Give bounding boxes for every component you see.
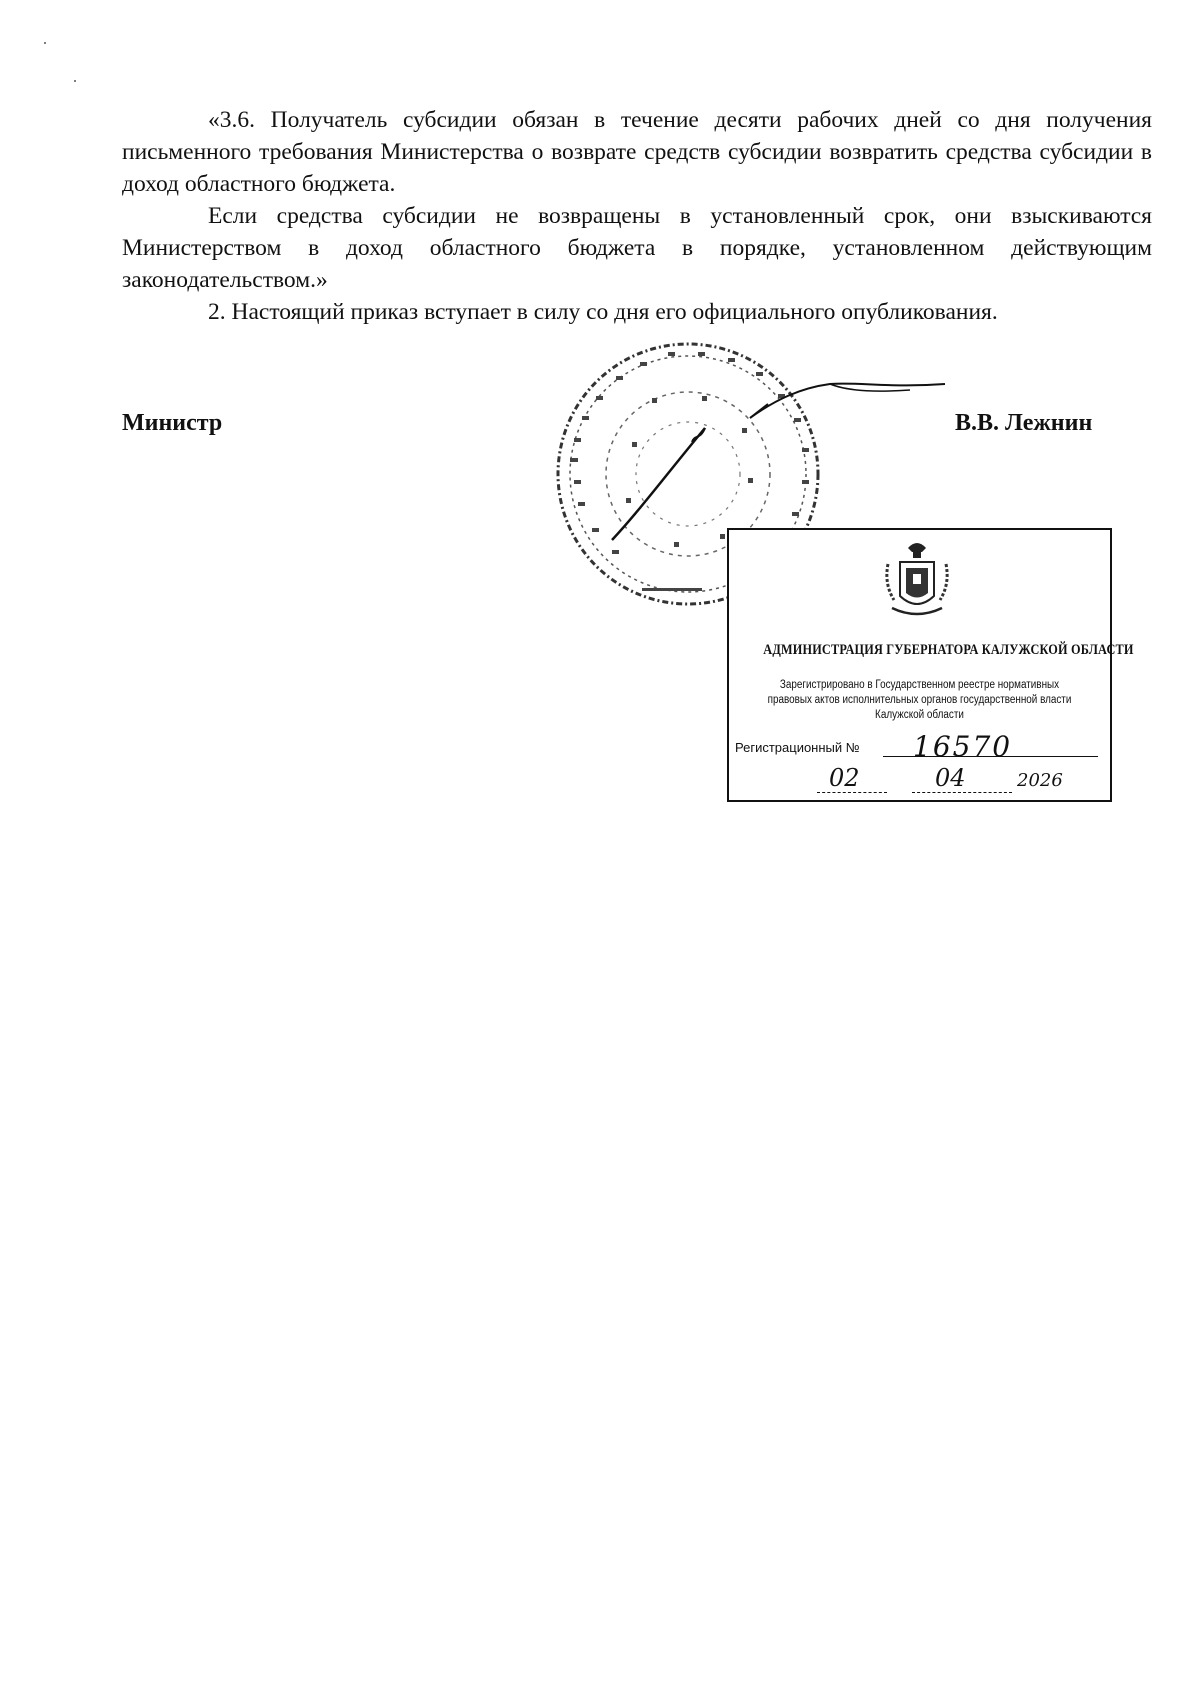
date-month-underline: [912, 792, 1012, 793]
reg-number-row: [735, 730, 1103, 763]
reg-date-year: 2026: [1017, 770, 1063, 791]
paragraph-recovery: Если средства субсидии не возвращены в установленный срок, они взыскиваются Министерством в доход областного бюджета в порядке, установленном действующим законодательством.»: [122, 203, 1152, 293]
paragraph-3-6: «3.6. Получатель субсидии обязан в течение десяти рабочих дней со дня получения письменного требования Министерства о возврате средств субсидии возвратить средства субсидии в доход областного бюджета.: [122, 107, 1152, 197]
stamp-organization: АДМИНИСТРАЦИЯ ГУБЕРНАТОРА КАЛУЖСКОЙ ОБЛАСТИ: [763, 642, 1134, 658]
coat-of-arms-icon: [882, 538, 952, 624]
paragraph-effective-date: 2. Настоящий приказ вступает в силу со дня его официального опубликования.: [208, 299, 998, 325]
stamp-registration-line: правовых актов исполнительных органов государственной власти: [767, 694, 1072, 706]
reg-date-day: 02: [829, 764, 860, 792]
reg-number-value: 16570: [913, 730, 1013, 763]
registration-stamp: [727, 528, 1134, 802]
reg-date-row: [817, 764, 1087, 796]
document-body: [122, 104, 1152, 328]
signatory-title: Министр: [122, 410, 223, 436]
scan-speck: [74, 80, 76, 82]
reg-date-month: 04: [935, 764, 966, 792]
reg-number-label: Регистрационный №: [735, 740, 860, 755]
signatory-name: В.В. Лежнин: [955, 410, 1093, 436]
scan-speck: [44, 42, 46, 44]
stamp-registration-line: Зарегистрировано в Государственном реестре нормативных: [779, 679, 1060, 691]
stamp-registration-text: [756, 678, 1084, 723]
stamp-registration-line: Калужской области: [875, 709, 964, 721]
date-day-underline: [817, 792, 887, 793]
